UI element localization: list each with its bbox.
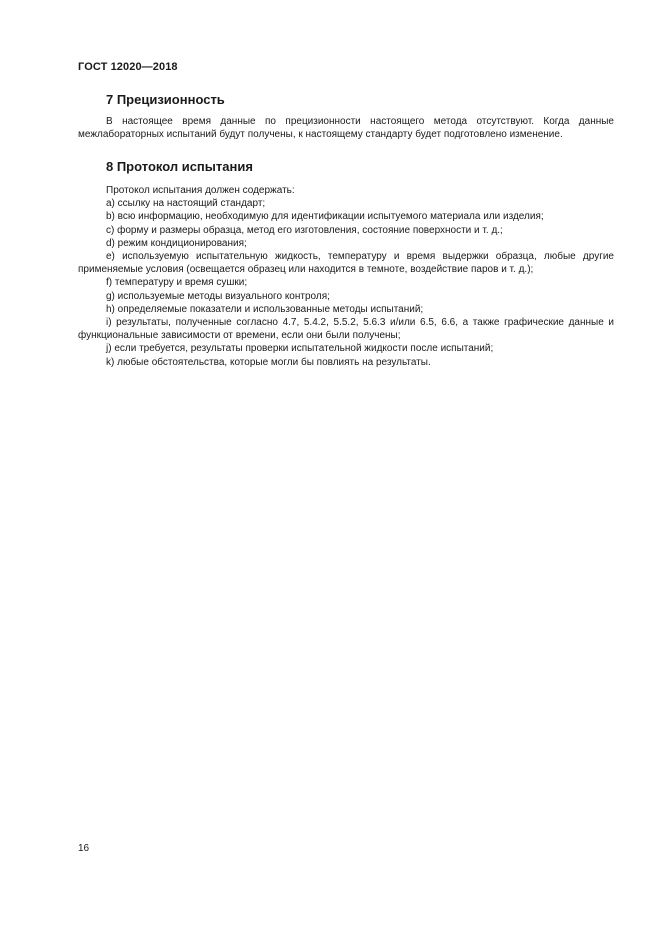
list-item: k) любые обстоятельства, которые могли бы повлиять на результаты. — [106, 356, 431, 368]
section-title-test-report: 8 Протокол испытания — [106, 159, 253, 174]
list-item: b) всю информацию, необходимую для идентификации испытуемого материала или изделия; — [106, 211, 544, 223]
list-item: e) используемую испытательную жидкость, температуру и время выдержки образца, любые другие применяемые условия (освещается образец или находится в темноте, воздействие паров и т. д.); — [78, 251, 614, 276]
section-precision — [78, 91, 614, 141]
list-item: a) ссылку на настоящий стандарт; — [106, 198, 266, 210]
list-item: h) определяемые показатели и использованные методы испытаний; — [106, 303, 424, 315]
list-item: f) температуру и время сушки; — [106, 277, 248, 289]
document-header: ГОСТ 12020—2018 — [78, 61, 178, 73]
page-number: 16 — [78, 843, 90, 854]
list-item: d) режим кондиционирования; — [106, 237, 247, 249]
list-item: g) используемые методы визуального контроля; — [106, 290, 330, 302]
list-item: j) если требуется, результаты проверки испытательной жидкости после испытаний; — [106, 343, 494, 355]
section-title-precision: 7 Прецизионность — [106, 92, 225, 107]
test-report-list — [78, 197, 614, 369]
list-item: i) результаты, полученные согласно 4.7, 5.4.2, 5.5.2, 5.6.3 и/или 6.5, 6.6, а также графические данные и функциональные зависимости от времени, если они были получены; — [78, 317, 614, 342]
test-report-intro: Протокол испытания должен содержать: — [106, 185, 295, 196]
section-test-report — [78, 158, 614, 369]
list-item: c) форму и размеры образца, метод его изготовления, состояние поверхности и т. д.; — [106, 224, 503, 236]
precision-paragraph: В настоящее время данные по прецизионности настоящего метода отсутствуют. Когда данные межлабораторных испытаний будут получены, к настоящему стандарту будет подготовлено изменение. — [78, 116, 614, 141]
